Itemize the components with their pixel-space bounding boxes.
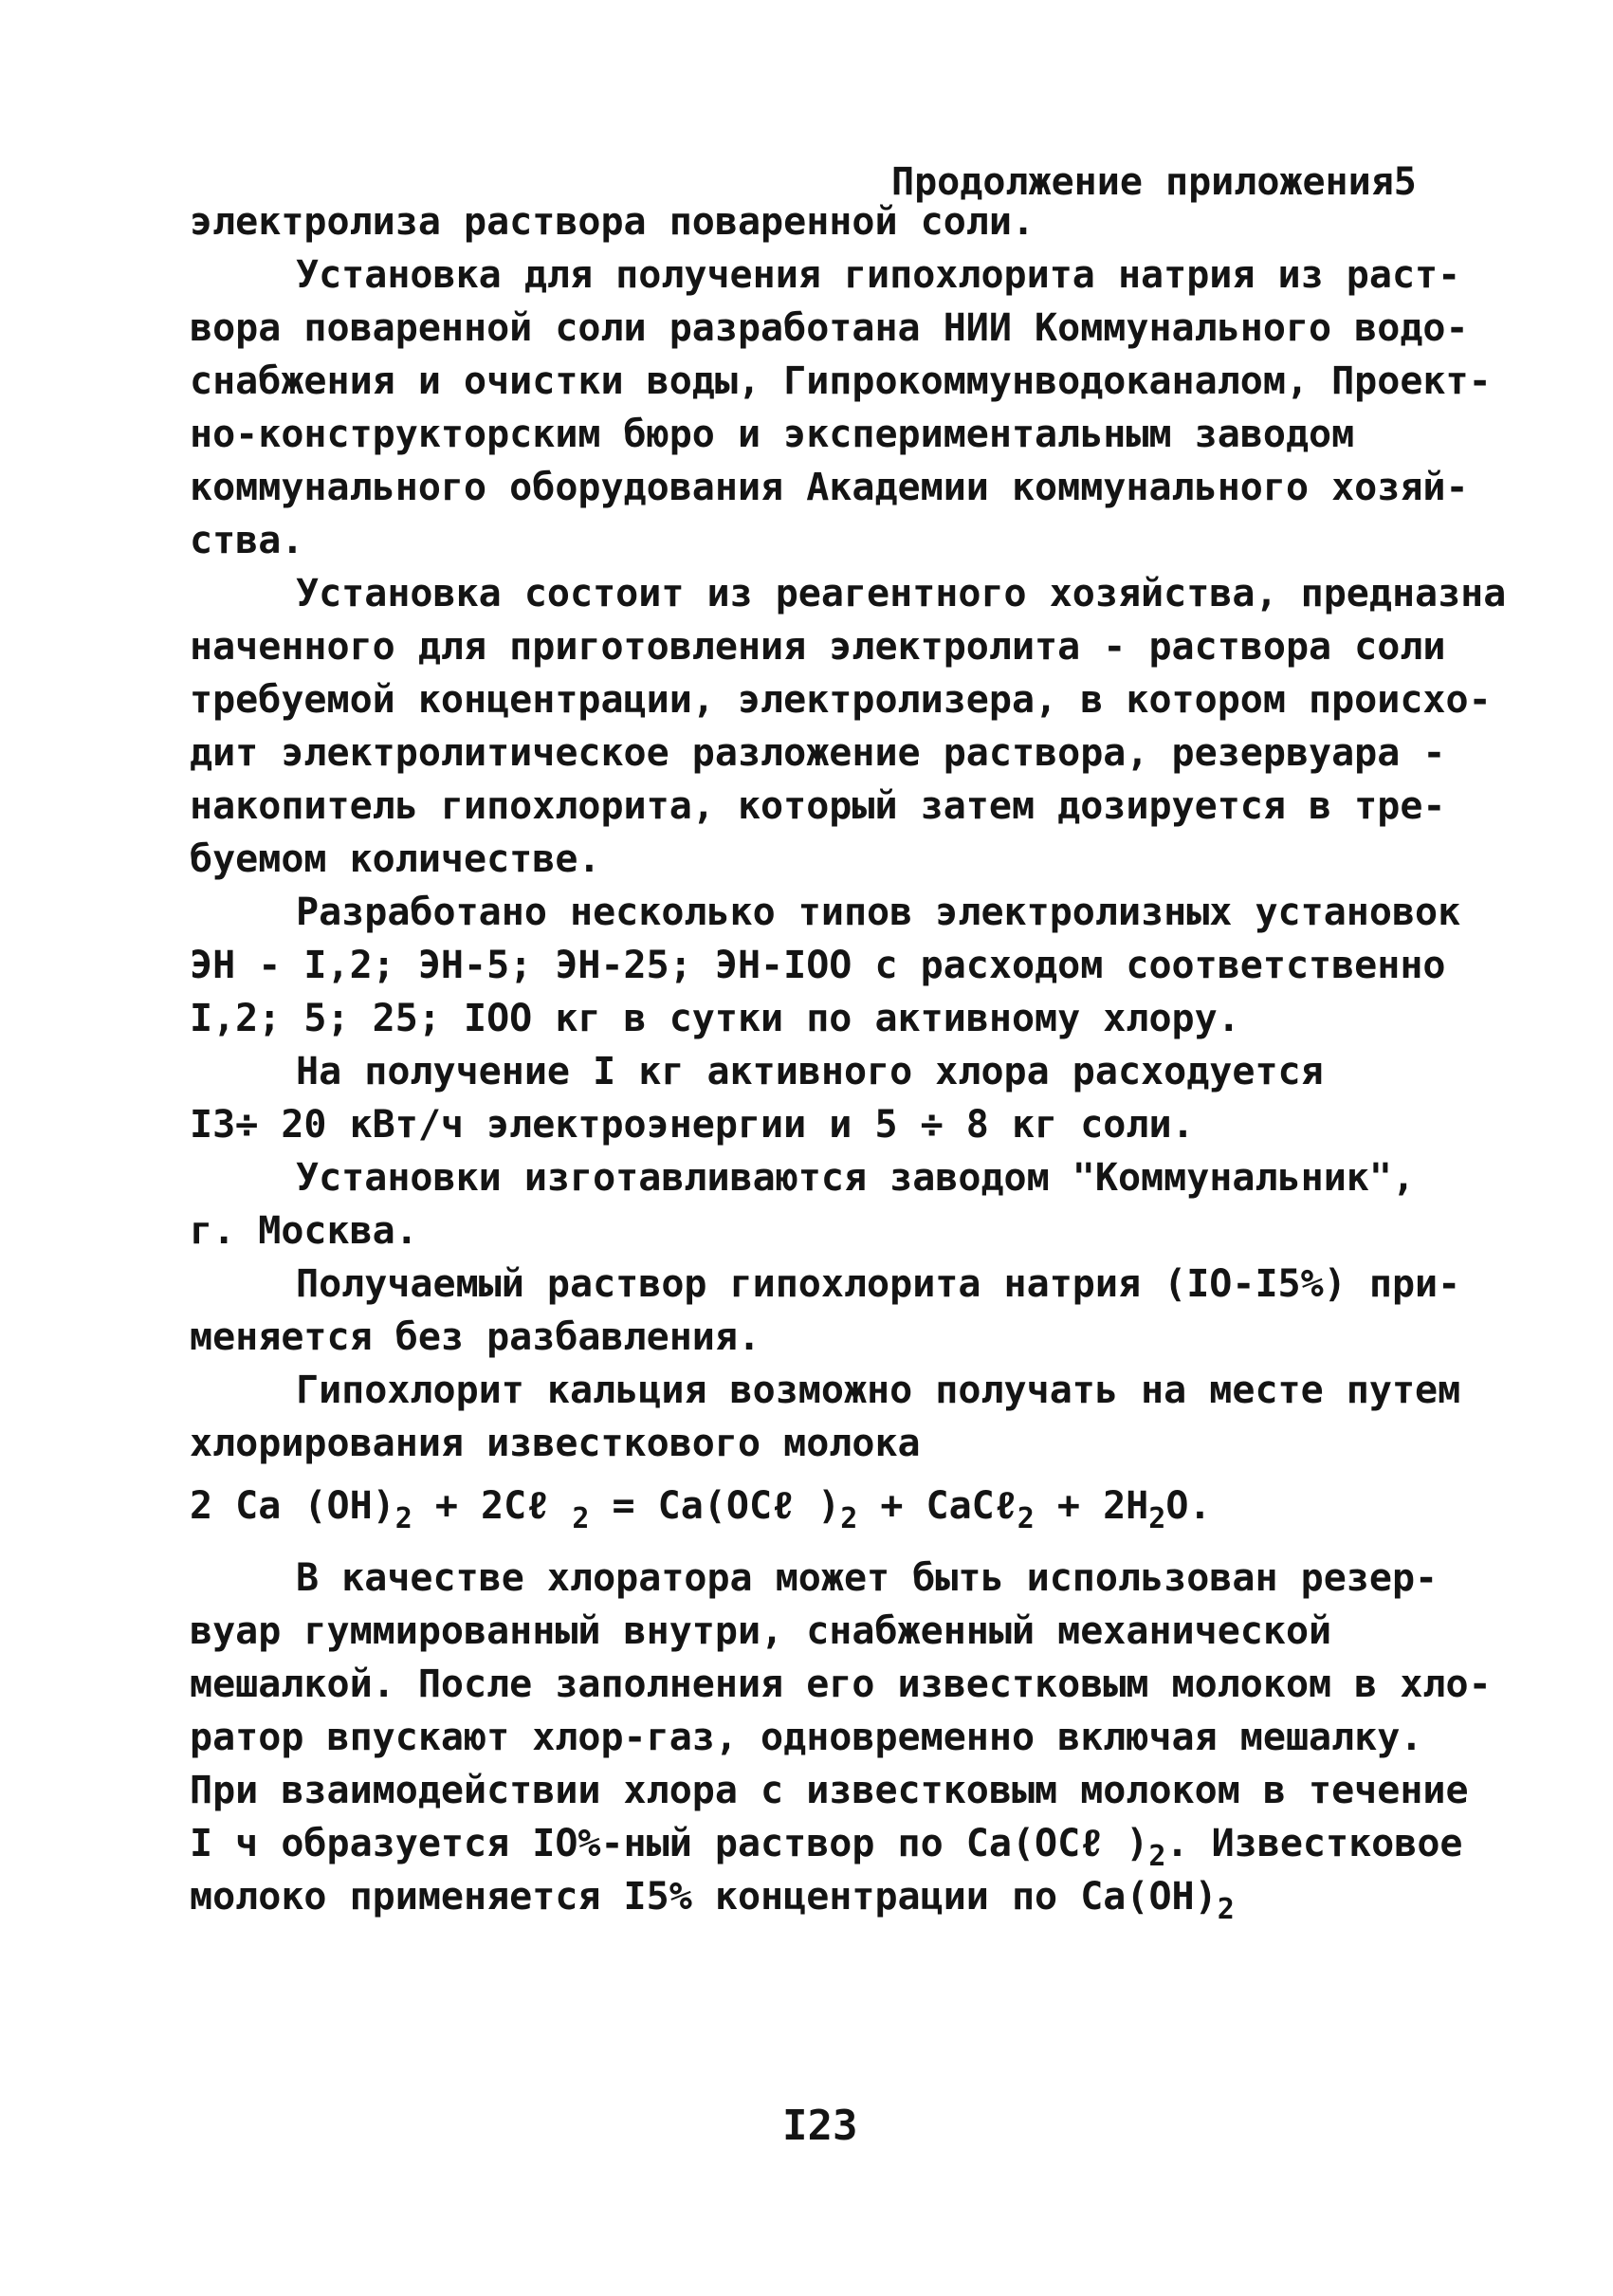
chemical-formula [190, 1479, 1211, 1533]
formula-part: + 2H [1034, 1484, 1149, 1528]
formula-part: O. [1165, 1484, 1212, 1528]
text-line-part: I ч образуется IO%-ный раствор по Ca(OCℓ ) [190, 1822, 1149, 1865]
text-line [190, 1817, 1463, 1873]
text-line: наченного для приготовления электролита - раствора соли [190, 625, 1446, 669]
text-line: I,2; 5; 25; IOO кг в сутки по активному хлору. [190, 997, 1240, 1040]
formula-subscript: 2 [1148, 1502, 1166, 1535]
text-line-part: . Известковое [1165, 1822, 1463, 1865]
formula-subscript: 2 [572, 1502, 590, 1535]
text-line: но-конструкторским бюро и экспериментальным заводом [190, 413, 1355, 456]
formula-part: + 2Cℓ [412, 1484, 573, 1528]
text-line: электролиза раствора поваренной соли. [190, 200, 1036, 244]
formula-part: 2 Ca (OH) [190, 1484, 395, 1528]
text-line: ства. [190, 519, 304, 562]
text-line: На получение I кг активного хлора расходуется [296, 1050, 1324, 1093]
text-line: снабжения и очистки воды, Гипрокоммунводоканалом, Проект- [190, 359, 1492, 403]
formula-subscript: 2 [1217, 1893, 1235, 1926]
formula-part: = [589, 1484, 658, 1528]
text-line: мешалкой. После заполнения его известковым молоком в хло- [190, 1662, 1492, 1706]
formula-subscript: 2 [840, 1502, 858, 1535]
text-line: Установки изготавливаются заводом "Коммунальник", [296, 1156, 1416, 1200]
text-line: меняется без разбавления. [190, 1315, 761, 1359]
text-line: ЭН - I,2; ЭН-5; ЭН-25; ЭН-IOO с расходом соответственно [190, 944, 1446, 987]
text-line: I3÷ 20 кВт/ч электроэнергии и 5 ÷ 8 кг соли. [190, 1103, 1195, 1147]
text-line: хлорирования известкового молока [190, 1422, 921, 1465]
text-line: буемом количестве. [190, 837, 601, 881]
formula-part: Ca(OCℓ ) [657, 1484, 841, 1528]
text-line: г. Москва. [190, 1209, 418, 1253]
text-line [190, 1870, 1235, 1926]
text-line: накопитель гипохлорита, который затем дозируется в тре- [190, 784, 1446, 828]
text-line: В качестве хлоратора может быть использован резер- [296, 1556, 1439, 1600]
page-header: Продолжение приложения5 [891, 160, 1417, 204]
text-line: вуар гуммированный внутри, снабженный механической [190, 1609, 1332, 1653]
formula-subscript: 2 [1148, 1840, 1166, 1873]
text-line: Получаемый раствор гипохлорита натрия (IO-I5%) при- [296, 1262, 1461, 1306]
formula-part: + CaCℓ [857, 1484, 1017, 1528]
text-line: Установка состоит из реагентного хозяйства, предназна [296, 572, 1507, 615]
text-line: Разработано несколько типов электролизных установок [296, 891, 1461, 934]
text-line: вора поваренной соли разработана НИИ Коммунального водо- [190, 306, 1469, 350]
text-line: требуемой концентрации, электролизера, в котором происхо- [190, 678, 1492, 722]
text-line: дит электролитическое разложение раствора, резервуара - [190, 731, 1446, 775]
text-line-part: молоко применяется I5% концентрации по Ca(OH) [190, 1875, 1218, 1919]
page-number: I23 [782, 2102, 858, 2150]
text-line: ратор впускают хлор-газ, одновременно включая мешалку. [190, 1716, 1423, 1759]
formula-subscript: 2 [1017, 1502, 1035, 1535]
text-line: Гипохлорит кальция возможно получать на месте путем [296, 1368, 1461, 1412]
text-line: При взаимодействии хлора с известковым молоком в течение [190, 1769, 1469, 1812]
text-line: коммунального оборудования Академии коммунального хозяй- [190, 466, 1469, 509]
text-line: Установка для получения гипохлорита натрия из раст- [296, 253, 1461, 297]
formula-subscript: 2 [394, 1502, 412, 1535]
